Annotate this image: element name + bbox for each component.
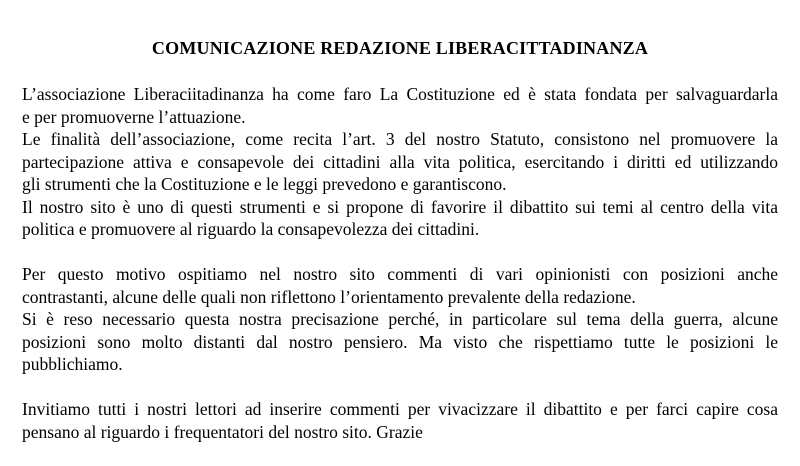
text-line: pubblichiamo. — [22, 354, 123, 374]
paragraph — [22, 83, 778, 128]
text-line: Le finalità dell’associazione, come recita l’art. 3 del nostro Statuto, consistono nel promuovere la — [22, 129, 778, 149]
text-line: L’associazione Liberaciitadinanza ha come faro La Costituzione ed è stata fondata per salvaguardarla — [22, 84, 778, 104]
paragraph — [22, 308, 778, 376]
text-line: Per questo motivo ospitiamo nel nostro sito commenti di vari opinionisti con posizioni anche — [22, 264, 778, 284]
text-line: contrastanti, alcune delle quali non riflettono l’orientamento prevalente della redazione. — [22, 286, 636, 307]
text-line: Invitiamo tutti i nostri lettori ad inserire commenti per vivacizzare il dibattito e per farci capire cosa — [22, 399, 778, 419]
text-block-3 — [22, 398, 778, 443]
text-line: e per promuoverne l’attuazione. — [22, 106, 246, 127]
document-title: COMUNICAZIONE REDAZIONE LIBERACITTADINANZA — [151, 38, 649, 58]
text-line: Si è reso necessario questa nostra precisazione perché, in particolare sul tema della guerra, alcune — [22, 309, 778, 329]
document-body — [22, 83, 778, 443]
text-line: gli strumenti che la Costituzione e le leggi prevedono e garantiscono. — [22, 174, 507, 194]
paragraph — [22, 398, 778, 443]
text-line: partecipazione attiva e consapevole dei cittadini alla vita politica, esercitando i diritti ed utilizzando — [22, 151, 778, 172]
text-block-1 — [22, 83, 778, 241]
text-line: Il nostro sito è uno di questi strumenti e si propone di favorire il dibattito sui temi al centro della vita — [22, 196, 778, 217]
paragraph — [22, 128, 778, 196]
text-line: posizioni sono molto distanti dal nostro pensiero. Ma visto che rispettiamo tutte le posizioni le — [22, 331, 778, 352]
paragraph — [22, 196, 778, 241]
text-line: politica e promuovere al riguardo la consapevolezza dei cittadini. — [22, 219, 480, 239]
paragraph — [22, 263, 778, 308]
text-block-2 — [22, 263, 778, 376]
text-line: pensano al riguardo i frequentatori del nostro sito. Grazie — [22, 421, 423, 442]
